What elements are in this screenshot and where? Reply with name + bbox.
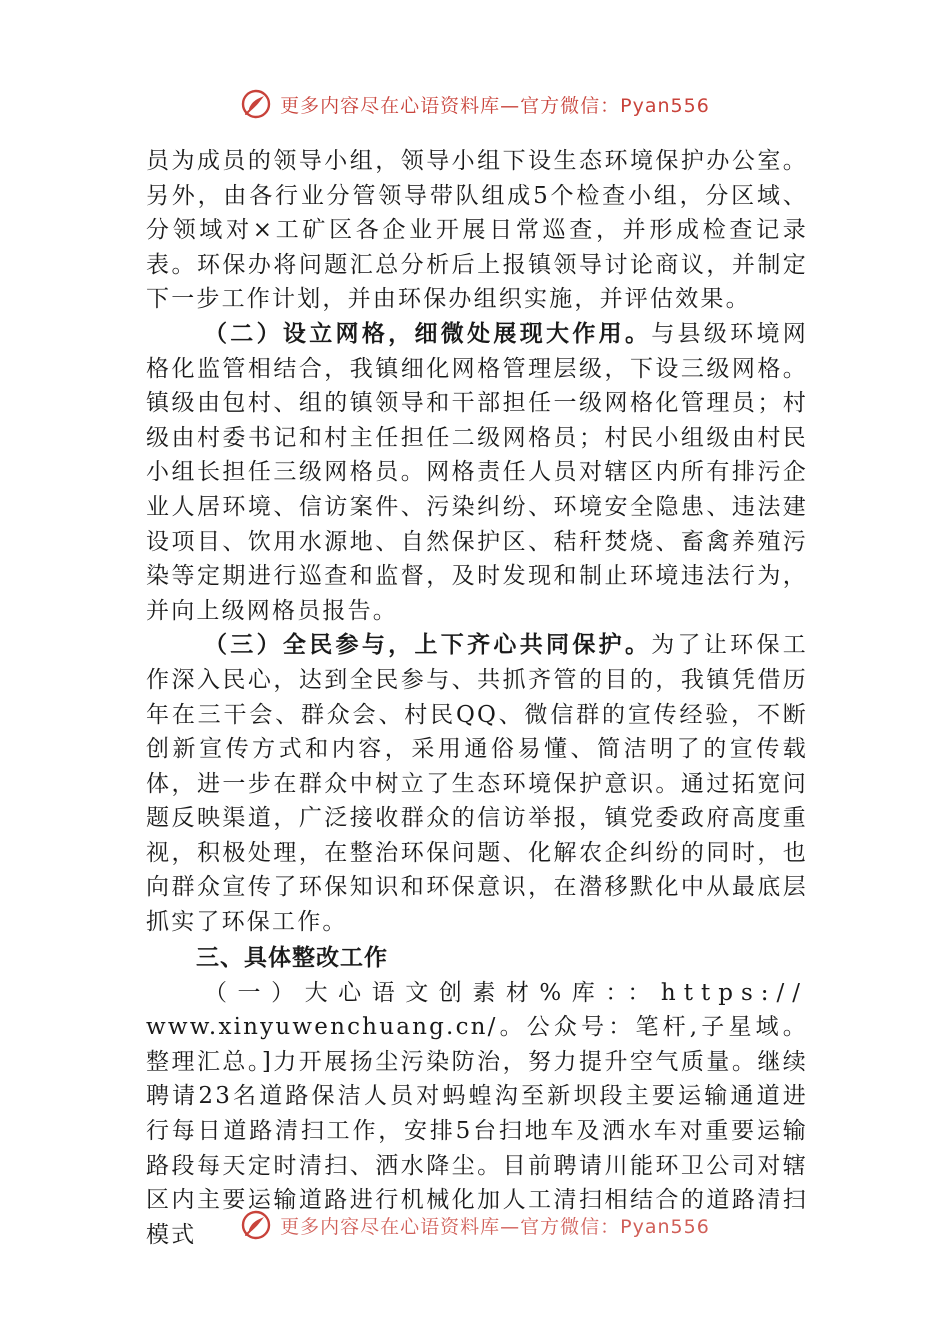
- paragraph-1: 员为成员的领导小组，领导小组下设生态环境保护办公室。另外，由各行业分管领导带队组成5个检查小组，分区域、分领域对×工矿区各企业开展日常巡查，并形成检查记录表。环保办将问题汇总分析后上报镇领导讨论商议，并制定下一步工作计划，并由环保办组织实施，并评估效果。: [146, 148, 808, 313]
- paragraph-2: [146, 317, 808, 628]
- footer-banner-text: 更多内容尽在心语资料库—官方微信：Pyan556: [280, 1215, 710, 1238]
- paragraph-4-line-1: （一）大心语文创素材%库：：https://: [204, 979, 808, 1006]
- header-banner-text: 更多内容尽在心语资料库—官方微信：Pyan556: [280, 94, 710, 117]
- document-body: [146, 144, 808, 1252]
- paragraph-3-lead: （三）全民参与，上下齐心共同保护。: [204, 631, 652, 659]
- paragraph-2-text: 与县级环境网格化监管相结合，我镇细化网格管理层级，下设三级网格。镇级由包村、组的镇领导和干部担任一级网格化管理员；村级由村委书记和村主任担任二级网格员；村民小组级由村民小组长担任三级网格员。网格责任人员对辖区内所有排污企业人居环境、信访案件、污染纠纷、环境安全隐患、违法建设项目、饮用水源地、自然保护区、秸秆焚烧、畜禽养殖污染等定期进行巡查和监督，及时发现和制止环境违法行为，并向上级网格员报告。: [146, 320, 808, 624]
- paragraph-3-text: 为了让环保工作深入民心，达到全民参与、共抓齐管的目的，我镇凭借历年在三干会、群众会、村民QQ、微信群的宣传经验，不断创新宣传方式和内容，采用通俗易懂、简洁明了的宣传载体，进一步在群众中树立了生态环境保护意识。通过拓宽问题反映渠道，广泛接收群众的信访举报，镇党委政府高度重视，积极处理，在整治环保问题、化解农企纠纷的同时，也向群众宣传了环保知识和环保意识，在潜移默化中从最底层抓实了环保工作。: [146, 632, 808, 936]
- footer-watermark: [0, 1208, 950, 1242]
- section-3-heading: 三、具体整改工作: [196, 944, 388, 971]
- brand-logo-icon: [240, 88, 272, 120]
- paragraph-3: [146, 628, 808, 939]
- paragraph-4-text: www.xinyuwenchuang.cn/。公众号：笔杆,子星域。整理汇总。]力开展扬尘污染防治，努力提升空气质量。继续聘请23名道路保洁人员对蚂蝗沟至新坝段主要运输通道进行每日道路清扫工作，安排5台扫地车及洒水车对重要运输路段每天定时清扫、洒水降尘。目前聘请川能环卫公司对辖区内主要运输道路进行机械化加人工清扫相结合的道路清扫模式: [146, 1014, 808, 1248]
- header-watermark: [0, 84, 950, 124]
- paragraph-2-lead: （二）设立网格，细微处展现大作用。: [204, 319, 652, 347]
- footer-brand-logo-icon: [240, 1209, 272, 1241]
